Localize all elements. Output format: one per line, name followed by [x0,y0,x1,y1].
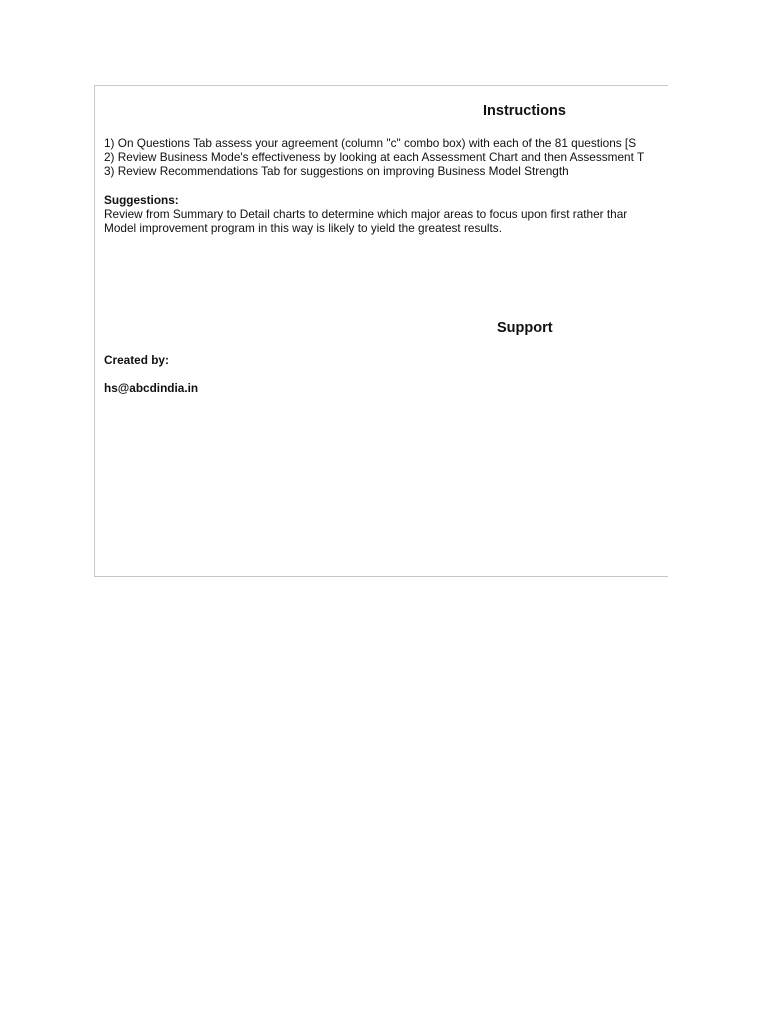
instruction-step-2: 2) Review Business Mode's effectiveness by looking at each Assessment Chart and then Assessment T [104,150,645,164]
suggestions-line-1: Review from Summary to Detail charts to determine which major areas to focus upon first rather thar [104,207,628,221]
instructions-title: Instructions [483,103,566,119]
instruction-step-3: 3) Review Recommendations Tab for suggestions on improving Business Model Strength [104,164,569,178]
created-by-label: Created by: [104,353,169,367]
suggestions-label: Suggestions: [104,193,179,207]
suggestions-line-2: Model improvement program in this way is likely to yield the greatest results. [104,221,502,235]
instructions-sheet [94,85,668,577]
creator-email: hs@abcdindia.in [104,381,199,395]
instruction-step-1: 1) On Questions Tab assess your agreement (column "c" combo box) with each of the 81 questions [S [104,136,637,150]
support-title: Support [497,320,553,336]
